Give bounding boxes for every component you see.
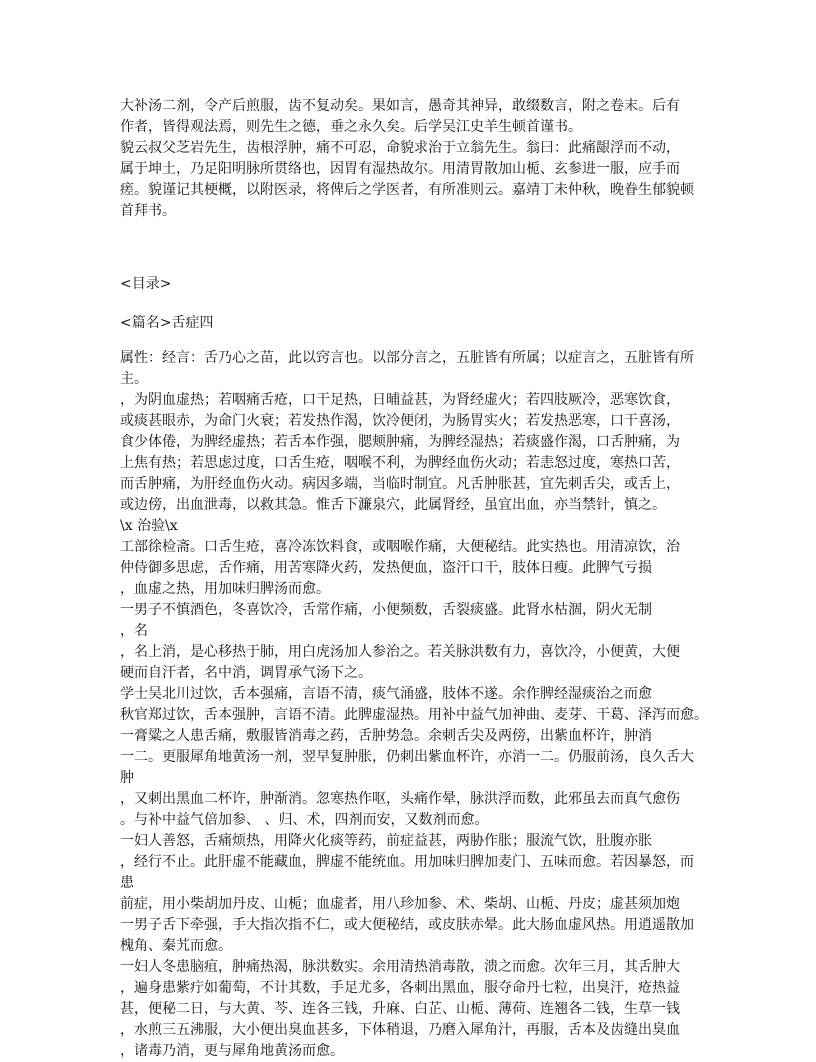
text-line: 一膏粱之人患舌痛，敷服皆消毒之药，舌肿势急。余刺舌尖及两傍，出紫血杯许，肿消 bbox=[120, 728, 652, 744]
text-line: ，遍身患紫疔如葡萄，不计其数，手足尤多，各刺出黑血，服夺命丹七粒，出臭汗，疮热益 bbox=[120, 980, 680, 996]
text-line: ，名上消，是心移热于肺，用白虎汤加人参治之。若关脉洪数有力，喜饮冷，小便黄，大便 bbox=[120, 644, 680, 660]
text-line: 而舌肿痛，为肝经血伤火动。病因多端，当临时制宜。凡舌肿胀甚，宜先刺舌尖，或舌上， bbox=[120, 476, 680, 492]
text-line: 主。 bbox=[120, 371, 148, 387]
text-line: 食少体倦，为脾经虚热；若舌本作强，腮颊肿痛，为脾经湿热；若痰盛作渴，口舌肿痛，为 bbox=[120, 434, 680, 450]
text-line: ，血虚之热，用加味归脾汤而愈。 bbox=[120, 581, 330, 597]
text-line: 硬而自汗者，名中消，调胃承气汤下之。 bbox=[120, 665, 372, 681]
text-line: ，为阴血虚热；若咽痛舌疮，口干足热，日晡益甚，为肾经虚火；若四肢厥冷，恶寒饮食， bbox=[120, 392, 680, 408]
text-line: ，经行不止。此肝虚不能藏血，脾虚不能统血。用加味归脾加麦门、五味而愈。若因暴怒，而 bbox=[120, 854, 694, 870]
toc-link[interactable]: <目录> bbox=[120, 276, 172, 292]
text-line: 或痰甚眼赤，为命门火衰；若发热作渴，饮冷便闭，为肠胃实火；若发热恶寒，口干喜汤， bbox=[120, 413, 680, 429]
text-line: 秋官郑过饮，舌本强肿，言语不清。此脾虚湿热。用补中益气加神曲、麦芽、干葛、泽泻而愈。 bbox=[120, 707, 708, 723]
text-line: 一二。更服犀角地黄汤一剂，翌早复肿胀，仍刺出紫血杯许，亦消一二。仍服前汤，良久舌大 bbox=[120, 749, 694, 765]
text-line: 一妇人善怒，舌痛烦热，用降火化痰等药，前症益甚，两胁作胀；服流气饮，肚腹亦胀 bbox=[120, 833, 652, 849]
text-line: 上焦有热；若思虑过度，口舌生疮，咽喉不利，为脾经血伤火动；若恚怒过度，寒热口苦， bbox=[120, 455, 680, 471]
text-line: ，又刺出黑血二杯许，肿渐消。忽寒热作呕，头痛作晕，脉洪浮而数，此邪虽去而真气愈伤 bbox=[120, 791, 680, 807]
text-line: 甚，便秘二日，与大黄、芩、连各三钱，升麻、白芷、山栀、薄荷、连翘各二钱，生草一钱 bbox=[120, 1001, 680, 1017]
text-line: 或边傍，出血泄毒，以救其急。惟舌下濂泉穴，此属肾经，虽宜出血，亦当禁针，慎之。 bbox=[120, 497, 666, 513]
text-line: ，水煎三五沸服，大小便出臭血甚多，下体稍退，乃磨入犀角汁，再服，舌本及齿缝出臭血 bbox=[120, 1022, 680, 1038]
intro-paragraphs bbox=[120, 96, 700, 222]
document-page bbox=[120, 96, 708, 1062]
text-line: ，名 bbox=[120, 623, 148, 639]
section-body bbox=[120, 348, 708, 1062]
text-line: 仲侍御多思虑，舌作痛，用苦寒降火药，发热便血，盗汗口干，肢体日瘦。此脾气亏损 bbox=[120, 560, 652, 576]
text-line: 一男子舌下牵强，手大指次指不仁，或大便秘结，或皮肤赤晕。此大肠血虚风热。用逍遥散加 bbox=[120, 917, 694, 933]
section-title: <篇名>舌症四 bbox=[120, 315, 214, 331]
text-line: 属于坤土，乃足阳明脉所贯络也，因胃有湿热故尔。用清胃散加山栀、玄参进一服，应手而 bbox=[120, 161, 680, 177]
text-line: 属性：经言：舌乃心之苗，此以窍言也。以部分言之，五脏皆有所属；以症言之，五脏皆有所 bbox=[120, 350, 694, 366]
text-line: 作者，皆得观法焉，则先生之德，垂之永久矣。后学吴江史羊生顿首谨书。 bbox=[120, 119, 582, 135]
text-line: 瘥。貌谨记其梗概，以附医录，将俾后之学医者，有所准则云。嘉靖丁未仲秋，晚眷生郁貌顿 bbox=[120, 182, 694, 198]
text-line: 患 bbox=[120, 875, 134, 891]
text-line: 首拜书。 bbox=[120, 203, 176, 219]
text-line: 肿 bbox=[120, 770, 134, 786]
text-line: 前症，用小柴胡加丹皮、山栀；血虚者，用八珍加参、术、柴胡、山栀、丹皮；虚甚须加炮 bbox=[120, 896, 680, 912]
text-line: 貌云叔父芝岩先生，齿根浮肿，痛不可忍，命貌求治于立翁先生。翁曰：此痛龈浮而不动， bbox=[120, 140, 680, 156]
text-line: 一妇人冬患脑疽，肿痛热渴，脉洪数实。余用清热消毒散，溃之而愈。次年三月，其舌肿大 bbox=[120, 959, 680, 975]
text-line: 大补汤二剂，令产后煎服，齿不复动矣。果如言，愚奇其神异，敢缀数言，附之卷末。后有 bbox=[120, 98, 680, 114]
text-line: 工部徐检斋。口舌生疮，喜冷冻饮料食，或咽喉作痛，大便秘结。此实热也。用清凉饮，治 bbox=[120, 539, 680, 555]
text-line: 槐角、秦艽而愈。 bbox=[120, 938, 232, 954]
text-line: 学士吴北川过饮，舌本强痛，言语不清，痰气涌盛，肢体不遂。余作脾经湿痰治之而愈 bbox=[120, 686, 652, 702]
text-line: 。与补中益气倍加参、 、归、术，四剂而安，又数剂而愈。 bbox=[120, 812, 489, 828]
text-line: ，诸毒乃消，更与犀角地黄汤而愈。 bbox=[120, 1043, 344, 1059]
text-line: \x 治验\x bbox=[120, 518, 178, 534]
text-line: 一男子不慎酒色，冬喜饮冷，舌常作痛，小便频数，舌裂痰盛。此肾水枯涸，阴火无制 bbox=[120, 602, 652, 618]
